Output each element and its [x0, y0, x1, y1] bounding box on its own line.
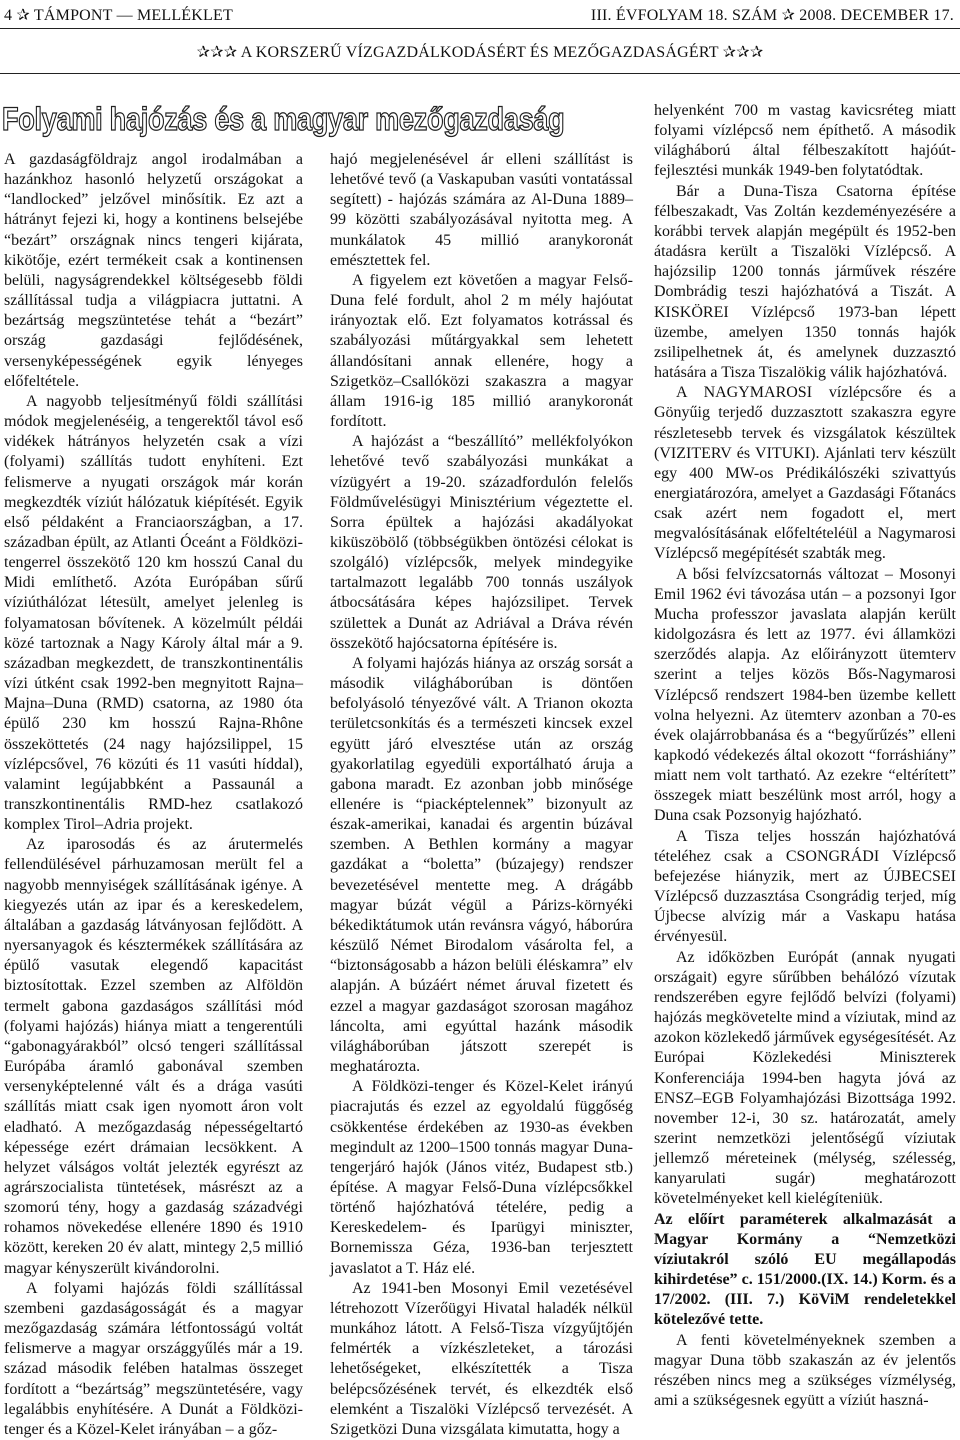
- header-issue-left: 4 ✰ TÁMPONT — MELLÉKLET: [4, 7, 233, 24]
- article-column-3: [654, 101, 956, 1409]
- header-issue-right: III. ÉVFOLYAM 18. SZÁM ✰ 2008. DECEMBER 17.: [590, 7, 954, 24]
- col3-bold-statement: Az előírt paraméterek alkalmazását a Magyar Kormány a “Nemzetközi víziutakról szóló EU megállapodás kihirdetése” c. 151/2000.(IX. 14.) Korm. és a 17/2002. (III. 7.) KöViM rendeletekkel kötelezővé tette.: [654, 1210, 956, 1329]
- page-header: [0, 0, 960, 30]
- section-subtitle: ✰✰✰ A KORSZERŰ VÍZGAZDÁLKODÁSÉRT ÉS MEZŐGAZDASÁGÉRT ✰✰✰: [196, 44, 764, 61]
- col2-paragraph-6: Az 1941-ben Mosonyi Emil vezetésével létrehozott Vízerőügyi Hivatal haladék nélkül munkához látott. A Felső-Tisza vízgyűjtőjén felmérték a vízkészleteket, a tározási lehetőségeket, elkészítették a Tisza belépcsőzésének tervét, és elkezdték első elemként a Tiszalöki Vízlépcső tervezését. A Szigetközi Duna vizsgálata kimutatta, hogy a: [330, 1279, 633, 1438]
- article-column-2: [330, 150, 633, 1438]
- col2-paragraph-5: A Földközi-tenger és Közel-Kelet irányú piacrajutás és ezzel az egyoldalú függőség csökkentése érdekében az 1930-as években megindult az 1200–1500 tonnás magyar Duna-tengerjáró hajók (János vitéz, Budapest stb.) építése. A magyar Felső-Duna vízlépcsőkkel történő hajózhatóvá tételére, pedig a Kereskedelem- és Iparügyi miniszter, Bornemissza Géza, 1936-ban terjesztett javaslatot a T. Ház elé.: [330, 1078, 633, 1277]
- col1-paragraph-3: Az iparosodás és az árutermelés fellendülésével párhuzamosan merült fel a nagyobb mennyiségek szállításának igénye. A kiegyezés után az ipar és a kereskedelem, általában a gazdaság látványosan fejlődött. A nyersanyagok és késztermékek szállítására az épülő vasutak elegendő kapacitást biztosítottak. Ezzel szemben az Alföldön termelt gabona gazdaságos szállítási mód (folyami hajózás) hiánya miatt a tengerentúli “gabonagyárakból” olcsó tengeri szállítással Európába áramló gabonával szemben versenyképtelenné vált és a drága vasúti szállítás miatt csak igen nyomott áron volt eladható. A mezőgazdaság népességeltartó képessége ezért drámaian lecsökkent. A helyzet válságos voltát jelezték egyrészt az agrárszocialista tüntetések, másrészt az a szomorú tény, hogy a gazdaság századvégi rohamos növekedése ellenére 1890 és 1910 között, kereken 20 év alatt, mintegy 2,5 millió magyar kényszerült kivándorolni.: [4, 836, 303, 1277]
- subtitle-rule: [0, 73, 960, 74]
- col3-paragraph-2: Bár a Duna-Tisza Csatorna építése félbeszakadt, Vas Zoltán kezdeményezésére a korábbi tervek alapján megépült és 1952-ben átadásra került a Tiszalöki Vízlépcső. A hajózsilip 1200 tonnás járművek részére Dombrádig teszi hajózhatóvá a Tiszát. A KISKÖREI Vízlépcső 1973-ban lépett üzembe, amelyen 1350 tonnás hajók zsilipelhetnek át, és amelynek duzzasztó hatására a Tisza Tiszalökig válik hajózhatóvá.: [654, 182, 956, 382]
- article-title: Folyami hajózás és a magyar mezőgazdaság: [2, 101, 565, 137]
- col3-paragraph-6: Az időközben Európát (annak nyugati országait) egyre sűrűbben behálózó vízutak rendszerében egyre fejlődő belvízi (folyami) hajózás megkövetelte mind a víziutak, mind az azokon közlekedő járművek egységesítését. Az Európai Közlekedési Miniszterek Konferenciája 1994-ben hagyta jóvá az ENSZ–EGB Folyamhajózási Bizottsága 1992. november 12-i, 30 sz. határozatát, amely szerint nemzetközi jelentőségű víziutak jellemző méreteinek (mélység, szélesség, kanyarulati sugár) meghatározott követelményeket kell kielégíteniük.: [654, 948, 956, 1208]
- col3-paragraph-5: A Tisza teljes hosszán hajózhatóvá tételéhez csak a CSONGRÁDI Vízlépcső befejezése hiányzik, mert az ÚJBECSEI Vízlépcső duzzasztása Csongrádig terjed, míg Újbecse alvízig már a Vaskapu hatása érvényesül.: [654, 827, 956, 946]
- col2-paragraph-4: A folyami hajózás hiánya az ország sorsát a második világháborúban is döntően befolyásoló tényezővé vált. A Trianon okozta területcsonkítás és a természeti kincsek exzel együtt járó elvesztése után az ország gyakorlatilag egyedüli exportálható áruja a gabona maradt. Ez azonban jobb minősége ellenére is “piacképtelennek” bizonyult az észak-amerikai, kanadai és argentin búzával szemben. A Bethlen kormány a magyar gazdákat a “boletta” (búzajegy) rendszer bevezetésével mentette meg. A drágább magyar búzát végül a Párizs-környéki békediktátumok után revánsra vágyó, háborúra készülő Német Birodalom vásárolta fel, a “biztonságosabb a házon belüli éléskamra” elv alapján. A búzáért német áruval fizetett és ezzel a magyar gazdaságot szorosan magához láncolta, ami egyúttal hazánk második világháborúban játszott szerepét is meghatározta.: [330, 654, 633, 1076]
- col3-paragraph-4: A bősi felvízcsatornás változat – Mosonyi Emil 1962 évi távozása után – a pozsonyi Igor Mucha professzor javaslata alapján került kidolgozásra és lett az 1977. évi államközi szerződés alapja. Az előirányzott ütemterv szerint a teljes közös Bős-Nagymarosi Vízlépcső rendszert 1984-ben üzembe kellett volna helyezni. Az ütemterv azonban a 70-es évek olajárrobbanása és a “begyűrűzés” elleni kapkodó védekezés által okozott “forráshiány” miatt nem volt tartható. Az ezekre “eltérített” összegek miatt beszélünk most arról, hogy a Duna csak Pozsonyig hajózható.: [654, 565, 956, 825]
- col1-paragraph-4: A folyami hajózás földi szállítással szembeni gazdaságosságát és a magyar mezőgazdaság számára létfontosságú voltát felismerve a magyar országgyűlés már a 19. század második felében hatalmas összeget fordított a “bezártság” megszüntetésére, vagy legalábbis enyhítésére. A Dunát a Földközi-tenger és a Közel-Kelet irányában – a gőz-: [4, 1279, 303, 1438]
- article-column-1: [4, 150, 303, 1438]
- col2-paragraph-3: A hajózást a “beszállító” mellékfolyókon lehetővé tevő szabályozási munkákat a vízügyért a 19-20. századfordulón felelős Földművelésügyi Minisztérium végeztette el. Sorra épültek a hajózási akadályokat kiküszöbölő (többségükben öntözési célokat is szolgáló) vízlépcsők, melyek mindegyike tartalmazott legalább 700 tonnás uszályok átbocsátására képes hajózsilipet. Tervek születtek a Dunát az Adriával a Dráva révén összekötő hajócsatorna építésére is.: [330, 433, 633, 652]
- col3-paragraph-1: helyenként 700 m vastag kavicsréteg miatt folyami vízlépcső nem építhető. A második világháború által félbeszakított hajóút-fejlesztési munkák 1949-ben folytatódtak.: [654, 102, 956, 180]
- col3-paragraph-3: A NAGYMAROSI vízlépcsőre és a Gönyűig terjedő duzzasztott szakaszra egyre részletesebb tervek és vizsgálatok készültek (VIZITERV és VITUKI). Ajánlati terv készült egy 400 MW-os Prédikálószéki szivattyús energiatározóra, amelyet a Gazdasági Főtanács csak azért nem fogadott el, mert megvalósításának előfeltételéül a Nagymarosi Vízlépcső megépítését szabták meg.: [654, 384, 956, 563]
- col1-paragraph-1: A gazdaságföldrajz angol irodalmában a hazánkhoz hasonló helyzetű országokat a “landlocked” jelzővel minősítik. Ez azt a hátrányt fejezi ki, hogy a kontinens belsejébe “bezárt” országnak nincs tengeri kijárata, kikötője, ezért termékeit csak a kontinensen belüli, nagyságrendekkel költségesebb földi szállítással tudja a világpiacra juttatni. A bezártság megszüntetése tehát a “bezárt” ország gazdasági fejlődésének, versenyképességének egyik lényeges előfeltétele.: [4, 151, 303, 390]
- col2-paragraph-1: hajó megjelenésével ár elleni szállítást is lehetővé tevő (a Vaskapuban vasúti vontatással segített) - hajózás számára az Al-Duna 1889–99 közötti szabályozásával nyitotta meg. A munkálatok 45 millió aranykoronát emésztettek fel.: [330, 151, 633, 269]
- header-rule: [0, 28, 960, 29]
- col3-paragraph-8: A fenti követelményeknek szemben a magyar Duna több szakaszán az év jelentős részében nincs meg a szükséges vízmélység, ami a szükségesnek együtt a víziút haszná-: [654, 1331, 956, 1409]
- col2-paragraph-2: A figyelem ezt követően a magyar Felső-Duna felé fordult, ahol 2 m mély hajóutat irányoztak elő. Ezt folyamatos kotrással és szabályozási műtárgyakkal sem lehetett állandósítani annak ellenére, hogy a Szigetköz–Csallóközi szakaszra a magyar állam 1916-ig 185 millió aranykoronát fordított.: [330, 271, 633, 431]
- col1-paragraph-2: A nagyobb teljesítményű földi szállítási módok megjelenéséig, a tengerektől távol eső vidékek hátrányos helyzetén csak a vízi (folyami) szállítás tudott enyhíteni. Ezt felismerve a nyugati országok már korán megkezdték víziút hálózatuk kiépítését. Egyik első példaként a Franciaországban, a 17. században épült, az Atlanti Óceánt a Földközi-tengerrel összekötő 120 km hosszú Canal du Midi említhető. Azóta Európában sűrű víziúthálózat létesült, amelyet jelenleg is folyamatosan bővítenek. A közelmúlt példái közé tartoznak a Nagy Károly által már a 9. században megkezdett, de transzkontinentális vízi útként csak 1992-ben megnyitott Rajna–Majna–Duna (RMD) csatorna, az 1980 óta épülő 230 km hosszú Rajna-Rhône összeköttetés (24 nagy hajózsilippel, 15 vízlépcsővel, 76 közúti és 11 vasúti híddal), valamint legújabbként a Passaunál a transzkontinentális RMD-hez csatlakozó komplex Tirol–Adria projekt.: [4, 392, 303, 834]
